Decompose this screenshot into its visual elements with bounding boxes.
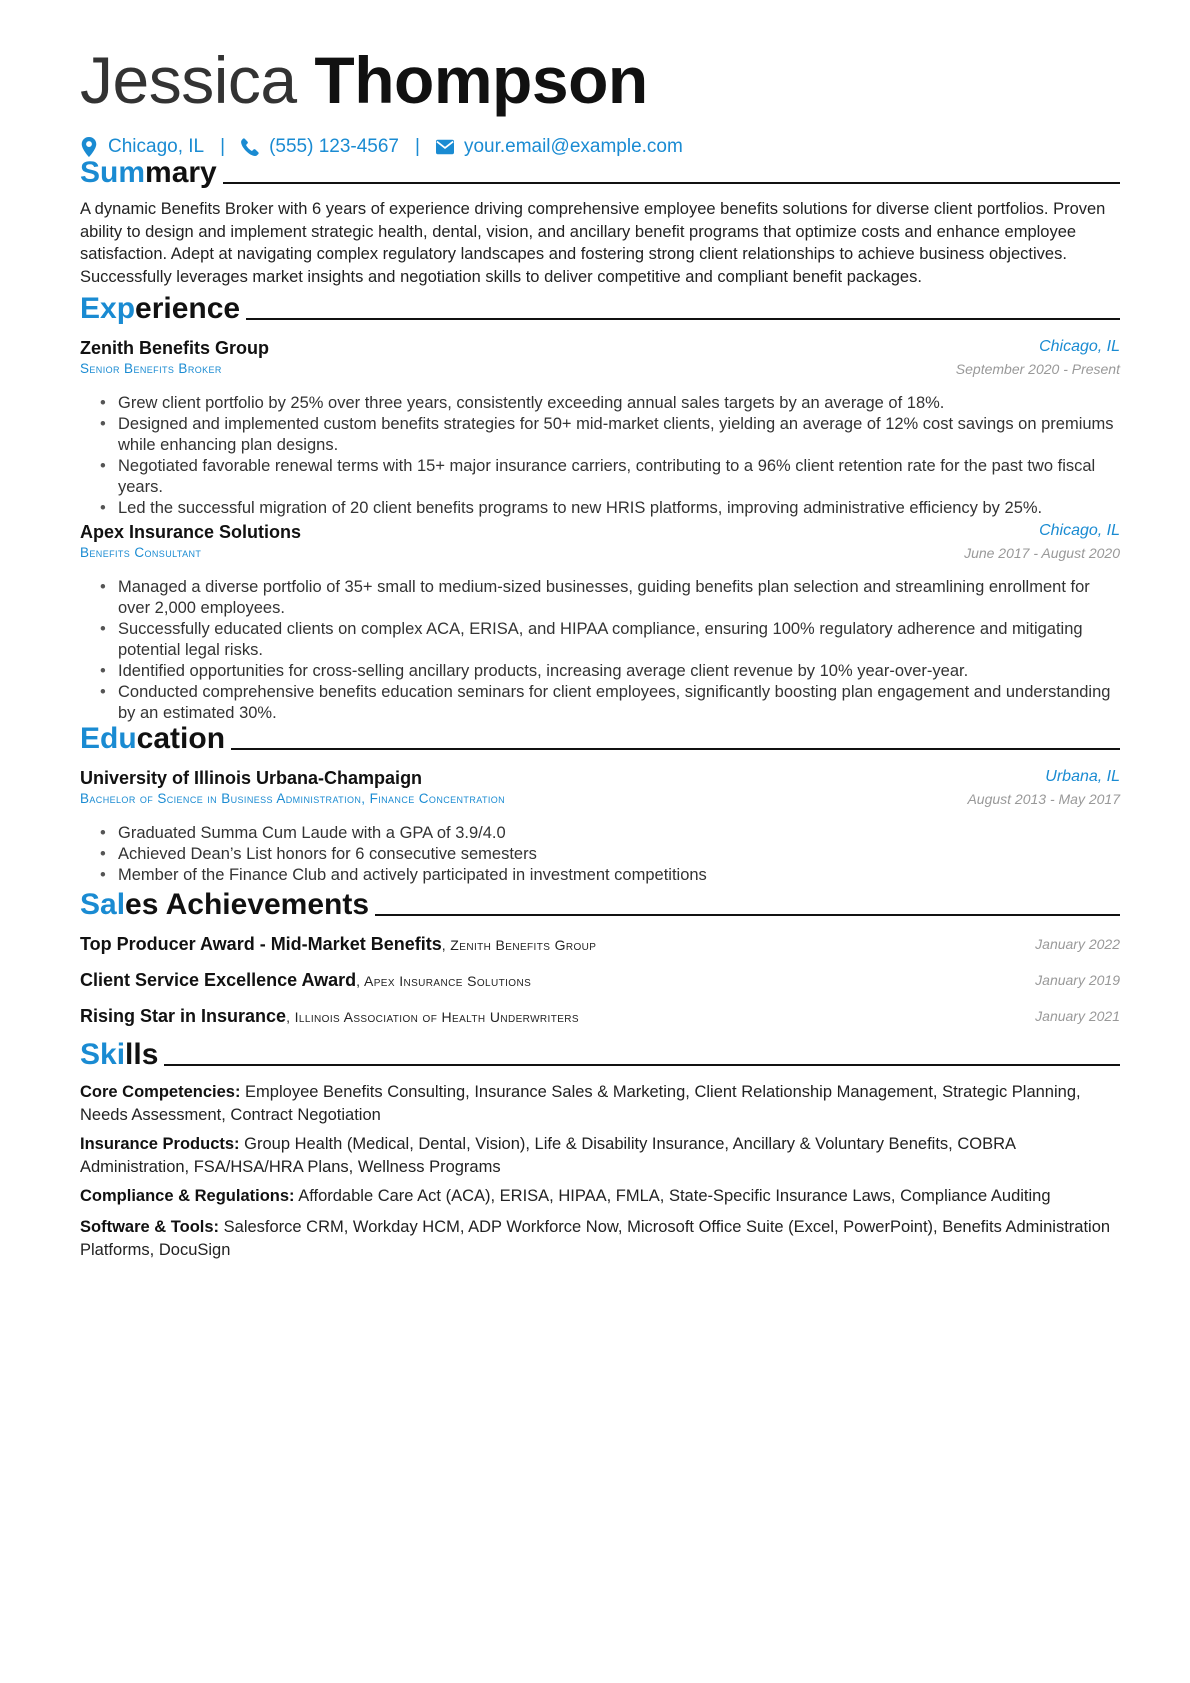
- location-pin-icon: [80, 137, 98, 157]
- job-dates: September 2020 - Present: [955, 361, 1120, 377]
- job-location: Chicago, IL: [1039, 338, 1120, 355]
- list-item: • Identified opportunities for cross-selling ancillary products, increasing average client revenue by 10% year-over-year.: [100, 661, 1120, 682]
- school-name: University of Illinois Urbana-Champaign: [80, 768, 423, 788]
- section-title: Summary: [80, 156, 217, 189]
- section-title: Experience: [80, 292, 241, 325]
- summary-text: A dynamic Benefits Broker with 6 years of experience driving comprehensive employee benefits solutions for diverse client portfolios. Proven ability to design and implement strategic health, dental, vision, and ancillary benefit programs that optimize costs and enhance employee satisfaction. Adept at navigating complex regulatory landscapes and fostering strong client relationships to achieve business objectives. Successfully leverages market insights and negotiation skills to deliver competitive and compliant benefit packages.: [80, 200, 1106, 286]
- skill-group: [80, 1081, 1120, 1126]
- skill-group: [80, 1133, 1120, 1178]
- list-item: • Conducted comprehensive benefits education seminars for client employees, significantly boosting plan engagement and understanding by an estimated 30%.: [100, 682, 1120, 724]
- education-dates: August 2013 - May 2017: [967, 791, 1120, 807]
- section-title: Sales Achievements: [80, 888, 370, 921]
- list-item: • Member of the Finance Club and actively participated in investment competitions: [100, 865, 1120, 886]
- contact-separator: |: [220, 136, 226, 157]
- skill-label: Compliance & Regulations:: [80, 1187, 295, 1205]
- list-item: • Led the successful migration of 20 client benefits programs to new HRIS platforms, improving administrative efficiency by 25%.: [100, 498, 1120, 519]
- skill-label: Insurance Products:: [80, 1135, 240, 1153]
- skill-text: Group Health (Medical, Dental, Vision), Life & Disability Insurance, Ancillary & Voluntary Benefits, COBRA Administration, FSA/HSA/HRA Plans, Wellness Programs: [80, 1135, 1016, 1176]
- award-item: [80, 970, 1120, 996]
- list-item: • Managed a diverse portfolio of 35+ small to medium-sized businesses, guiding benefits plan selection and streamlining enrollment for over 2,000 employees.: [100, 577, 1120, 619]
- last-name: Thompson: [314, 43, 648, 117]
- skill-group: [80, 1216, 1120, 1261]
- award-title: Top Producer Award - Mid-Market Benefits: [80, 934, 442, 954]
- school-location: Urbana, IL: [1045, 768, 1120, 785]
- award-date: January 2021: [1035, 1008, 1120, 1024]
- list-item: • Negotiated favorable renewal terms with 15+ major insurance carriers, contributing to a 96% client retention rate for the past two fiscal years.: [100, 456, 1120, 498]
- experience-heading: [80, 292, 1120, 326]
- skill-group: [80, 1185, 1120, 1208]
- education-heading: [80, 722, 1120, 756]
- contact-separator: |: [415, 136, 420, 157]
- award-item: [80, 1006, 1120, 1032]
- award-org: , Illinois Association of Health Underwriters: [286, 1009, 579, 1025]
- section-divider: [223, 182, 1120, 184]
- award-title: Client Service Excellence Award: [80, 970, 357, 990]
- education-bullets: [100, 823, 1120, 886]
- award-date: January 2022: [1035, 936, 1120, 952]
- skills-heading: [80, 1038, 1120, 1072]
- phone-text[interactable]: (555) 123-4567: [269, 136, 399, 157]
- skill-text: Salesforce CRM, Workday HCM, ADP Workforce Now, Microsoft Office Suite (Excel, PowerPoint), Benefits Administration Platforms, DocuSign: [80, 1218, 1111, 1259]
- section-title: Skills: [80, 1038, 159, 1071]
- skill-label: Core Competencies:: [80, 1083, 241, 1101]
- skill-text: Employee Benefits Consulting, Insurance Sales & Marketing, Client Relationship Management, Strategic Planning, Needs Assessment, Contract Negotiation: [80, 1083, 1081, 1124]
- section-divider: [375, 914, 1120, 916]
- section-divider: [164, 1064, 1120, 1066]
- candidate-name: [80, 40, 648, 120]
- job-company: Zenith Benefits Group: [80, 338, 269, 358]
- list-item: • Grew client portfolio by 25% over three years, consistently exceeding annual sales targets by an average of 18%.: [100, 393, 1120, 414]
- envelope-icon: [436, 137, 454, 157]
- job-dates: June 2017 - August 2020: [964, 545, 1120, 561]
- location-text: Chicago, IL: [108, 136, 205, 157]
- list-item: • Achieved Dean’s List honors for 6 consecutive semesters: [100, 844, 1120, 865]
- achievements-heading: [80, 888, 1120, 922]
- job-bullets: [100, 577, 1120, 724]
- list-item: • Graduated Summa Cum Laude with a GPA of 3.9/4.0: [100, 823, 1120, 844]
- phone-icon: [241, 137, 259, 157]
- section-divider: [246, 318, 1120, 320]
- job-location: Chicago, IL: [1039, 522, 1120, 539]
- first-name: Jessica: [80, 43, 297, 117]
- skill-label: Software & Tools:: [80, 1218, 220, 1236]
- list-item: • Successfully educated clients on complex ACA, ERISA, and HIPAA compliance, ensuring 100% regulatory adherence and mitigating potential legal risks.: [100, 619, 1120, 661]
- email-link[interactable]: your.email@example.com: [463, 136, 683, 157]
- summary-heading: [80, 156, 1120, 190]
- award-org: , Apex Insurance Solutions: [356, 973, 532, 989]
- award-org: , Zenith Benefits Group: [441, 937, 597, 953]
- job-title: Senior Benefits Broker: [80, 361, 222, 376]
- skill-text: Affordable Care Act (ACA), ERISA, HIPAA, FMLA, State-Specific Insurance Laws, Compliance Auditing: [294, 1187, 1051, 1205]
- award-date: January 2019: [1035, 972, 1120, 988]
- job-company: Apex Insurance Solutions: [80, 522, 302, 542]
- degree: Bachelor of Science in Business Administration, Finance Concentration: [80, 791, 506, 806]
- award-title: Rising Star in Insurance: [80, 1006, 287, 1026]
- section-divider: [231, 748, 1120, 750]
- job-title: Benefits Consultant: [80, 545, 202, 560]
- list-item: • Designed and implemented custom benefits strategies for 50+ mid-market clients, yielding an average of 12% cost savings on premiums while enhancing plan designs.: [100, 414, 1120, 456]
- award-item: [80, 934, 1120, 960]
- job-bullets: [100, 393, 1120, 519]
- section-title: Education: [80, 722, 226, 755]
